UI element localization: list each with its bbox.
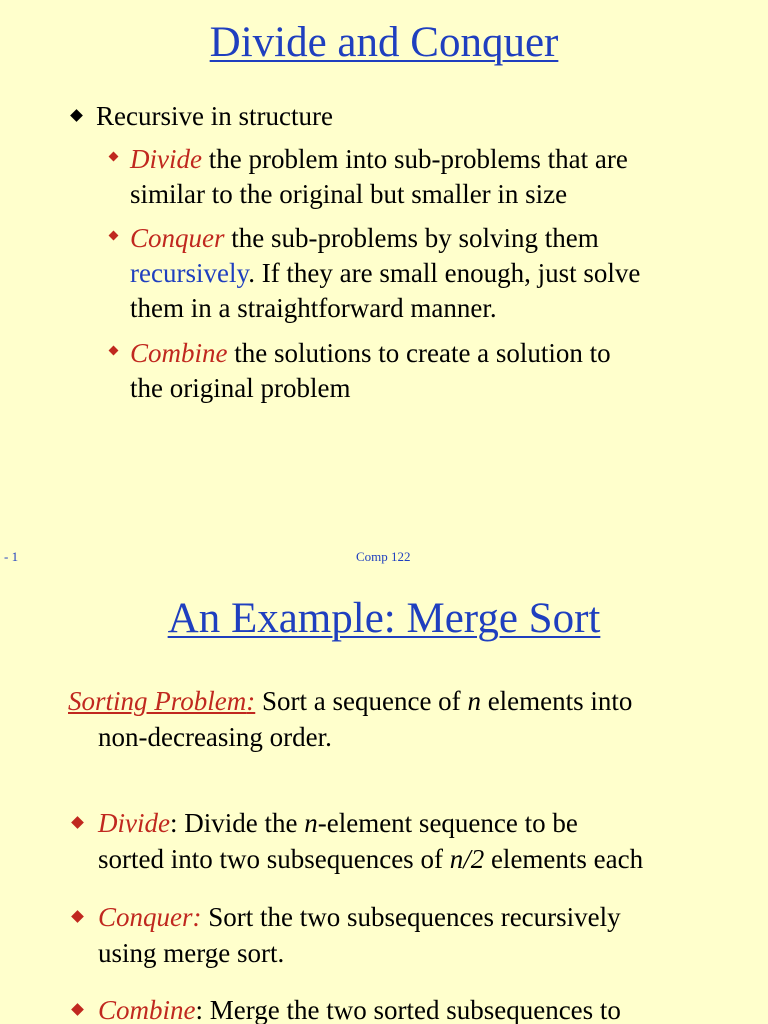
combine-text: the solutions to create a solution to bbox=[227, 338, 611, 368]
divide-colon: : bbox=[169, 808, 178, 838]
diamond-subbullet-icon bbox=[109, 152, 119, 162]
sorting-problem-colon: : bbox=[246, 686, 256, 716]
divide-keyword: Divide bbox=[130, 144, 202, 174]
sorting-problem-keyword: Sorting Problem bbox=[68, 686, 247, 716]
divide-text-2b: -element sequence to be bbox=[317, 808, 578, 838]
slide1-conquer-line3: them in a straightforward manner. bbox=[130, 293, 497, 323]
combine-keyword: Combine bbox=[130, 338, 228, 368]
divide-text: the problem into sub-problems that are bbox=[201, 144, 628, 174]
diamond-bullet-icon bbox=[71, 910, 84, 923]
slide2-combine-line1 bbox=[98, 993, 621, 1024]
diamond-bullet-icon bbox=[70, 109, 83, 122]
diamond-bullet-icon bbox=[71, 816, 84, 829]
n-variable: n bbox=[304, 808, 318, 838]
divide-keyword-2: Divide bbox=[98, 808, 170, 838]
sorting-problem-line2: non-decreasing order. bbox=[98, 722, 332, 752]
conquer-text-2: . If they are small enough, just solve bbox=[248, 258, 641, 288]
page-number: - 1 bbox=[4, 549, 19, 564]
conquer-keyword: Conquer bbox=[130, 223, 225, 253]
slide1-title: Divide and Conquer bbox=[209, 19, 559, 66]
slide2-divide-line2 bbox=[98, 842, 643, 876]
divide-text-2c: sorted into two subsequences of bbox=[98, 844, 450, 874]
divide-text-2a: Divide the bbox=[177, 808, 305, 838]
slide2-conquer-line2: using merge sort. bbox=[98, 938, 285, 968]
slide1-divide-line2: similar to the original but smaller in size bbox=[130, 179, 568, 209]
combine-colon: : bbox=[195, 995, 204, 1024]
slide1-main-bullet: Recursive in structure bbox=[96, 101, 333, 131]
combine-keyword-2: Combine bbox=[98, 995, 196, 1024]
diamond-subbullet-icon bbox=[109, 346, 119, 356]
recursively-text: recursively bbox=[130, 258, 249, 288]
slide1-combine-line2: the original problem bbox=[130, 373, 351, 403]
slide1-combine-line1 bbox=[130, 336, 611, 370]
sorting-text-2: elements into bbox=[480, 686, 633, 716]
divide-text-2d: elements each bbox=[484, 844, 644, 874]
slide2-conquer-line1 bbox=[98, 900, 621, 934]
n-half-variable: n/2 bbox=[449, 844, 485, 874]
sorting-text-1: Sort a sequence of bbox=[255, 686, 468, 716]
combine-text-2: Merge the two sorted subsequences to bbox=[203, 995, 621, 1024]
slide2-title: An Example: Merge Sort bbox=[167, 595, 601, 642]
slide1-conquer-line1 bbox=[130, 221, 599, 255]
sorting-problem-line1 bbox=[68, 684, 632, 718]
conquer-text-2: Sort the two subsequences recursively bbox=[201, 902, 621, 932]
diamond-bullet-icon bbox=[71, 1003, 84, 1016]
course-label: Comp 122 bbox=[356, 549, 411, 564]
conquer-text: the sub-problems by solving them bbox=[224, 223, 599, 253]
slide2-divide-line1 bbox=[98, 806, 578, 840]
slide1-conquer-line2 bbox=[130, 256, 640, 290]
slide1-divide-line1 bbox=[130, 142, 628, 176]
n-variable: n bbox=[467, 686, 481, 716]
diamond-subbullet-icon bbox=[109, 231, 119, 241]
conquer-keyword-2: Conquer: bbox=[98, 902, 202, 932]
